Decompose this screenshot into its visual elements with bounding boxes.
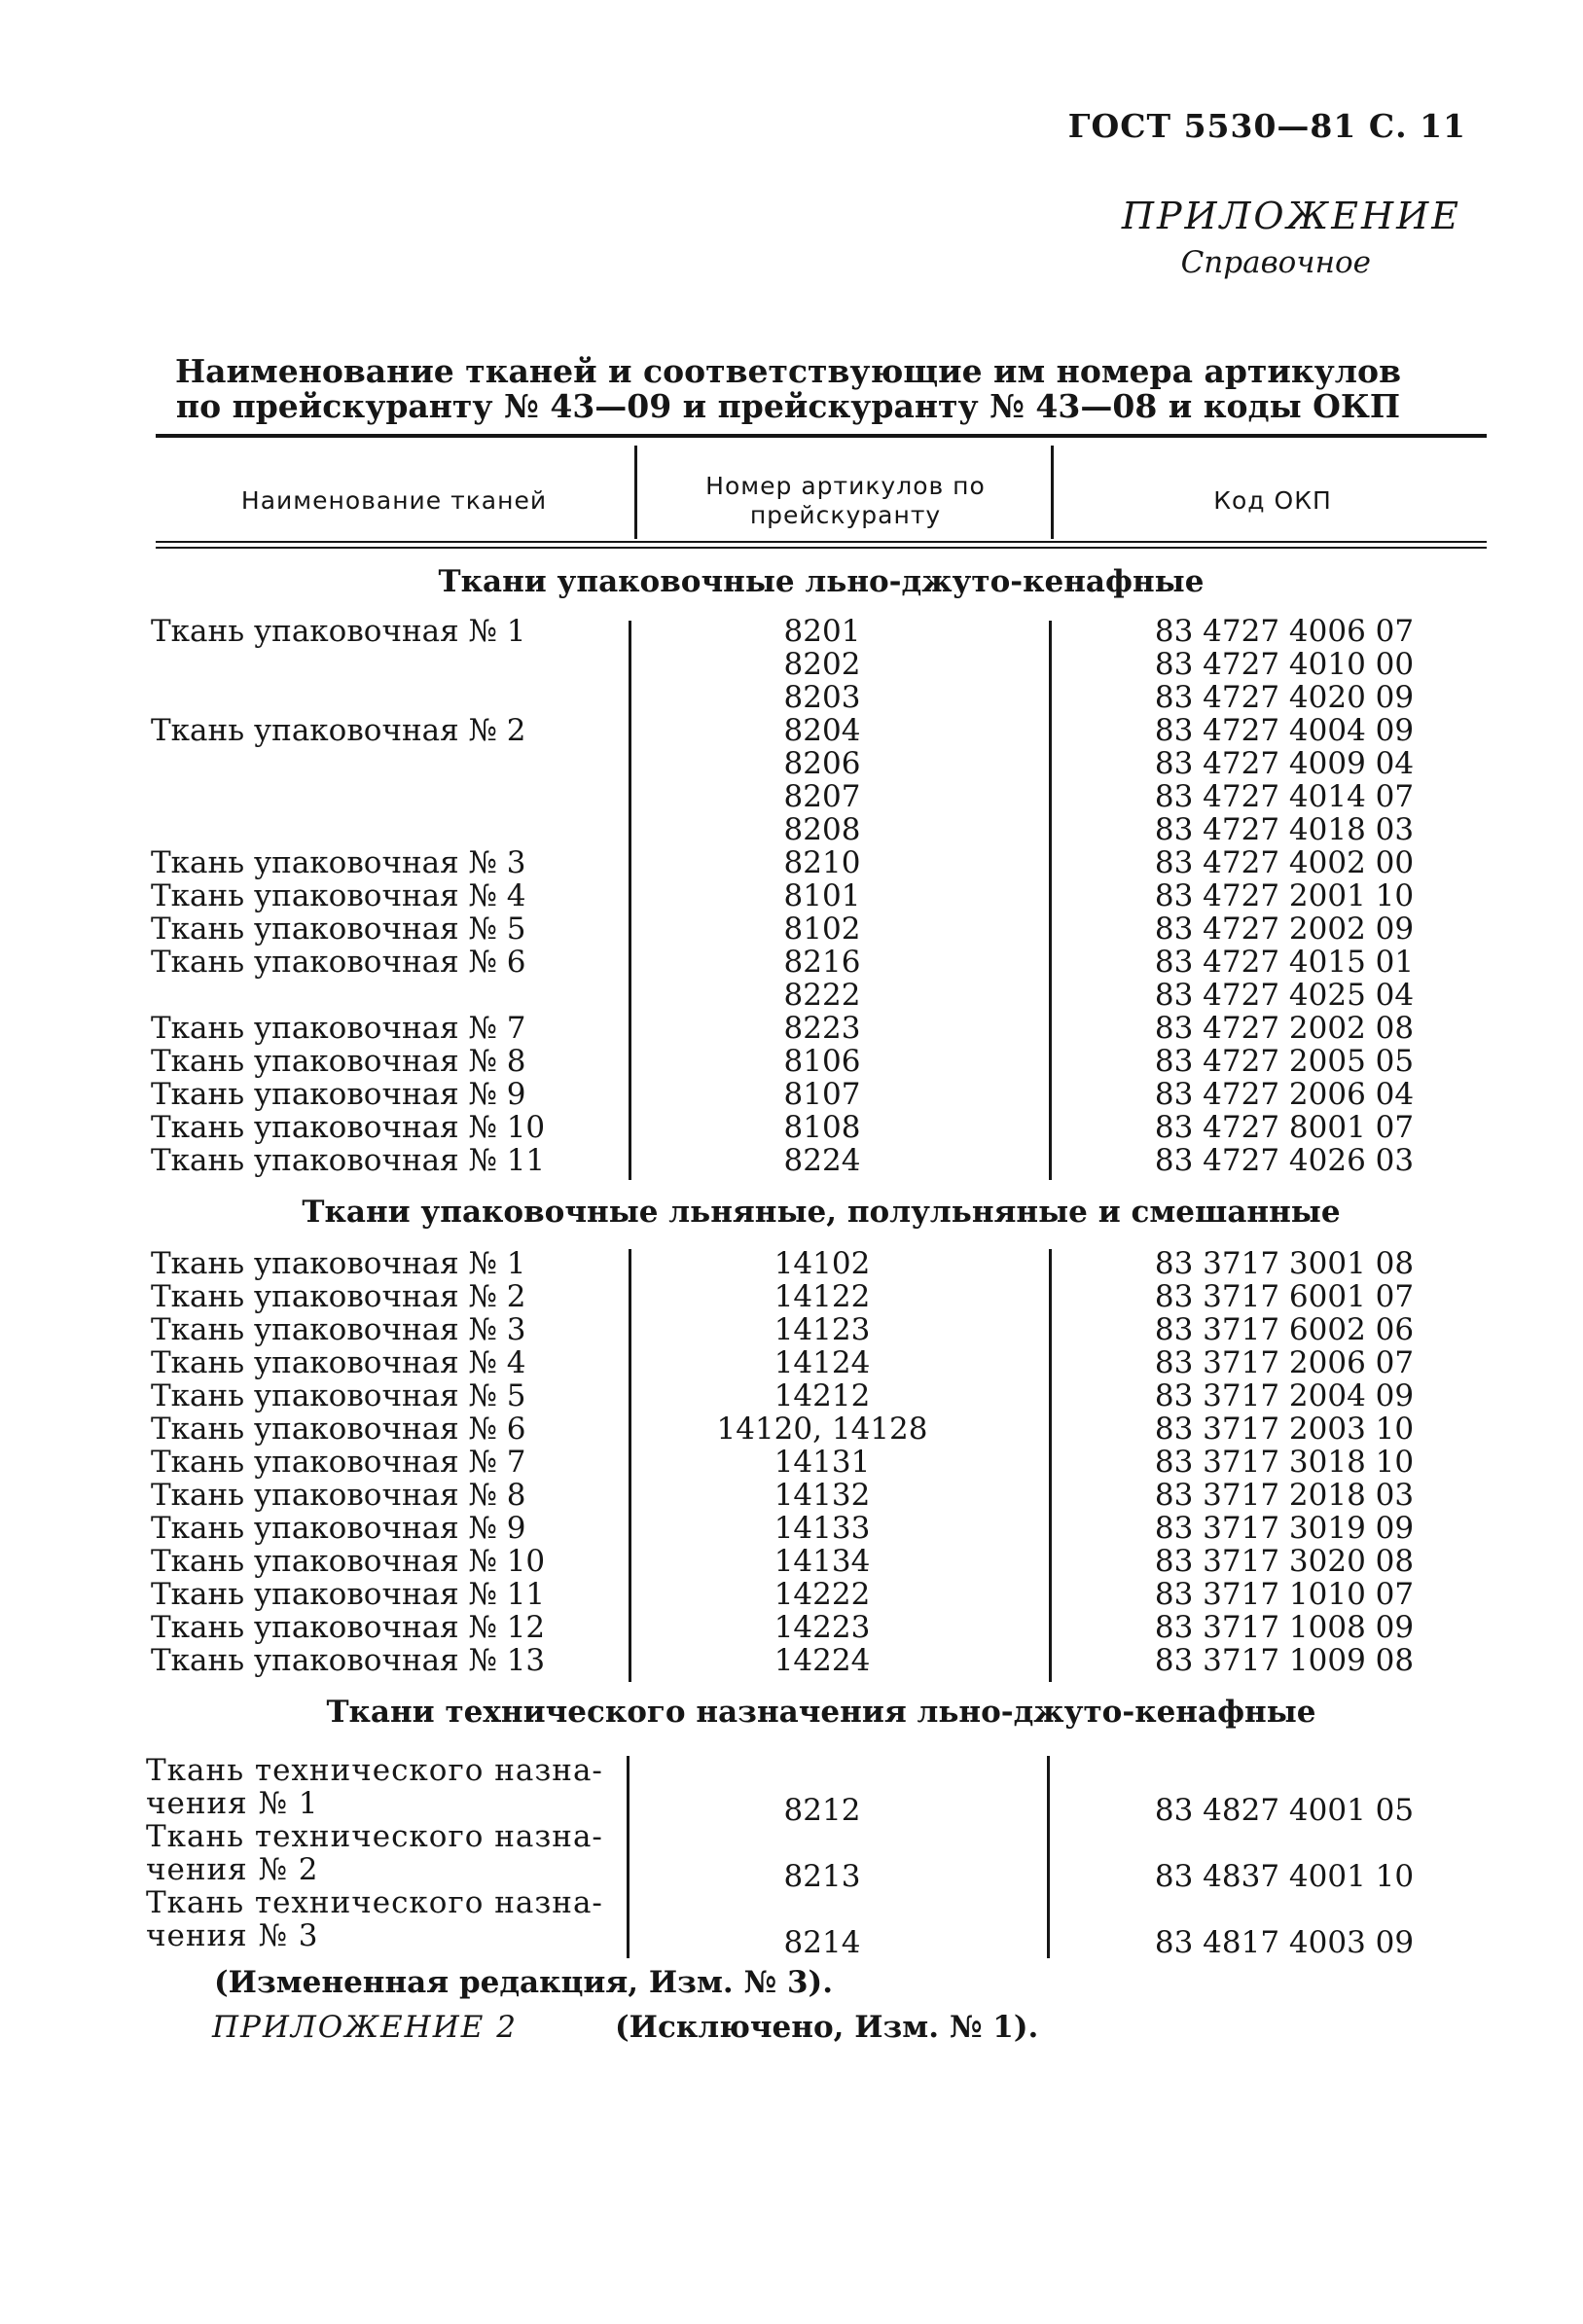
- table-row-name: Ткань упаковочная № 2: [151, 713, 526, 748]
- table-row-name-line-2: чения № 1: [146, 1786, 319, 1821]
- section-title-2: Ткани упаковочные льняные, полульняные и смешанные: [302, 1195, 1341, 1230]
- table-row-code: 83 3717 6001 07: [1154, 1279, 1415, 1314]
- section-1-divider-2: [1049, 621, 1052, 1180]
- table-row-code: 83 3717 2018 03: [1154, 1478, 1415, 1513]
- table-row-code: 83 3717 3019 09: [1154, 1511, 1415, 1546]
- table-row-code: 83 4727 2006 04: [1154, 1077, 1415, 1112]
- running-head: ГОСТ 5530—81 С. 11: [1067, 107, 1466, 145]
- table-row-name: Ткань упаковочная № 1: [151, 614, 526, 649]
- table-row-code: 83 3717 1008 09: [1154, 1610, 1415, 1645]
- table-row-article: 8223: [783, 1011, 861, 1046]
- table-row-article: 8210: [783, 845, 861, 880]
- table-row-article: 8213: [783, 1859, 861, 1894]
- table-row-article: 14222: [774, 1577, 871, 1612]
- table-row-name-line-2: чения № 2: [146, 1852, 319, 1887]
- table-row-article: 14102: [774, 1246, 871, 1281]
- table-row-code: 83 4727 4014 07: [1154, 779, 1415, 814]
- table-row-article: 8216: [783, 945, 861, 980]
- header-code: [1059, 455, 1487, 547]
- header-name-label: Наименование тканей: [240, 486, 548, 515]
- table-row-article: 14133: [774, 1511, 871, 1546]
- table-row-article: 8107: [783, 1077, 861, 1112]
- table-row-name: Ткань упаковочная № 6: [151, 1412, 526, 1447]
- table-row-article: 8204: [783, 713, 861, 748]
- table-row-article: 14122: [774, 1279, 871, 1314]
- table-row-name: Ткань упаковочная № 5: [151, 912, 526, 947]
- header-divider-2: [1051, 446, 1054, 539]
- header-article: [642, 455, 1049, 547]
- table-row-name-line-2: чения № 3: [146, 1918, 319, 1953]
- footer-appendix-2: ПРИЛОЖЕНИЕ 2: [212, 2010, 518, 2045]
- section-2-divider-1: [629, 1249, 631, 1682]
- table-row-name: Ткань упаковочная № 10: [151, 1110, 546, 1145]
- table-row-name: Ткань упаковочная № 11: [151, 1143, 546, 1178]
- table-row-name: Ткань упаковочная № 6: [151, 945, 526, 980]
- header-article-line-2: прейскуранту: [749, 501, 942, 529]
- table-row-article: 14131: [774, 1445, 871, 1480]
- table-row-article: 14124: [774, 1345, 871, 1380]
- table-row-code: 83 3717 2006 07: [1154, 1345, 1415, 1380]
- table-row-code: 83 4727 4004 09: [1154, 713, 1415, 748]
- table-row-code: 83 4727 2005 05: [1154, 1044, 1415, 1079]
- table-row-article: 8222: [783, 978, 861, 1013]
- table-row-article: 8208: [783, 812, 861, 847]
- header-bottom-rule-1: [156, 541, 1487, 543]
- table-row-code: 83 4727 2001 10: [1154, 878, 1415, 913]
- table-row-name: Ткань упаковочная № 1: [151, 1246, 526, 1281]
- table-row-code: 83 4727 4020 09: [1154, 680, 1415, 715]
- header-name: [156, 455, 632, 547]
- table-row-name: Ткань упаковочная № 9: [151, 1077, 526, 1112]
- table-row-article: 8106: [783, 1044, 861, 1079]
- table-row-article: 14120, 14128: [716, 1412, 928, 1447]
- table-row-article: 8202: [783, 647, 861, 682]
- table-row-code: 83 4727 2002 09: [1154, 912, 1415, 947]
- table-row-article: 8102: [783, 912, 861, 947]
- appendix-title: ПРИЛОЖЕНИЕ: [1121, 195, 1461, 237]
- table-title-line-2: по прейскуранту № 43—09 и прейскуранту № 43—08 и коды ОКП: [175, 387, 1401, 425]
- table-row-code: 83 4727 8001 07: [1154, 1110, 1415, 1145]
- table-row-name: Ткань упаковочная № 2: [151, 1279, 526, 1314]
- table-row-code: 83 4727 4002 00: [1154, 845, 1415, 880]
- table-row-name: Ткань упаковочная № 13: [151, 1643, 546, 1678]
- table-row-code: 83 3717 3001 08: [1154, 1246, 1415, 1281]
- table-row-code: 83 4727 4010 00: [1154, 647, 1415, 682]
- table-row-name: Ткань упаковочная № 7: [151, 1445, 526, 1480]
- table-row-code: 83 3717 2003 10: [1154, 1412, 1415, 1447]
- table-row-article: 14123: [774, 1312, 871, 1347]
- table-row-name: Ткань упаковочная № 3: [151, 845, 526, 880]
- table-row-code: 83 4727 4009 04: [1154, 746, 1415, 781]
- table-row-article: 8212: [783, 1793, 861, 1828]
- table-row-code: 83 4817 4003 09: [1154, 1925, 1415, 1960]
- table-row-name: Ткань упаковочная № 5: [151, 1378, 526, 1413]
- table-row-name: Ткань упаковочная № 8: [151, 1044, 526, 1079]
- table-row-article: 8201: [783, 614, 861, 649]
- table-row-name: Ткань упаковочная № 11: [151, 1577, 546, 1612]
- table-row-code: 83 3717 1009 08: [1154, 1643, 1415, 1678]
- table-row-article: 8214: [783, 1925, 861, 1960]
- table-row-article: 14224: [774, 1643, 871, 1678]
- table-top-rule: [156, 434, 1487, 438]
- table-row-name: Ткань упаковочная № 12: [151, 1610, 546, 1645]
- table-row-code: 83 3717 6002 06: [1154, 1312, 1415, 1347]
- table-row-code: 83 4727 4025 04: [1154, 978, 1415, 1013]
- table-row-name-line-1: Ткань технического назна-: [146, 1753, 603, 1788]
- table-row-name: Ткань упаковочная № 4: [151, 1345, 526, 1380]
- table-row-article: 8206: [783, 746, 861, 781]
- section-2-divider-2: [1049, 1249, 1052, 1682]
- table-row-name-line-1: Ткань технического назна-: [146, 1885, 603, 1920]
- table-row-name: Ткань упаковочная № 3: [151, 1312, 526, 1347]
- table-row-code: 83 4727 4006 07: [1154, 614, 1415, 649]
- header-divider-1: [634, 446, 637, 539]
- table-row-code: 83 4827 4001 05: [1154, 1793, 1415, 1828]
- header-article-line-1: Номер артикулов по: [705, 472, 986, 500]
- table-row-name: Ткань упаковочная № 9: [151, 1511, 526, 1546]
- section-1-divider-1: [629, 621, 631, 1180]
- appendix-subtitle: Справочное: [1180, 245, 1371, 280]
- table-row-article: 14223: [774, 1610, 871, 1645]
- table-row-name: Ткань упаковочная № 7: [151, 1011, 526, 1046]
- table-row-article: 8101: [783, 878, 861, 913]
- table-row-code: 83 4727 4018 03: [1154, 812, 1415, 847]
- table-row-article: 8203: [783, 680, 861, 715]
- table-title-line-1: Наименование тканей и соответствующие им номера артикулов: [174, 352, 1401, 390]
- table-row-code: 83 4727 4015 01: [1154, 945, 1415, 980]
- table-row-article: 8108: [783, 1110, 861, 1145]
- table-row-code: 83 3717 2004 09: [1154, 1378, 1415, 1413]
- table-row-code: 83 3717 1010 07: [1154, 1577, 1415, 1612]
- table-row-name: Ткань упаковочная № 4: [151, 878, 526, 913]
- table-row-code: 83 3717 3018 10: [1154, 1445, 1415, 1480]
- table-row-name: Ткань упаковочная № 8: [151, 1478, 526, 1513]
- table-row-code: 83 4837 4001 10: [1154, 1859, 1415, 1894]
- table-row-name: Ткань упаковочная № 10: [151, 1544, 546, 1579]
- section-title-3: Ткани технического назначения льно-джуто-кенафные: [326, 1695, 1316, 1730]
- footer-excluded-note: (Исключено, Изм. № 1).: [615, 2010, 1039, 2045]
- header-code-label: Код ОКП: [1213, 486, 1332, 515]
- table-row-article: 8224: [783, 1143, 861, 1178]
- header-bottom-rule-2: [156, 547, 1487, 549]
- table-row-article: 14134: [774, 1544, 871, 1579]
- section-3-divider-2: [1047, 1756, 1050, 1958]
- table-row-article: 14212: [774, 1378, 871, 1413]
- section-title-1: Ткани упаковочные льно-джуто-кенафные: [438, 564, 1205, 599]
- table-row-article: 14132: [774, 1478, 871, 1513]
- table-row-article: 8207: [783, 779, 861, 814]
- table-row-code: 83 4727 2002 08: [1154, 1011, 1415, 1046]
- table-row-code: 83 3717 3020 08: [1154, 1544, 1415, 1579]
- table-row-name-line-1: Ткань технического назна-: [146, 1819, 603, 1854]
- table-row-code: 83 4727 4026 03: [1154, 1143, 1415, 1178]
- footer-revision-note: (Измененная редакция, Изм. № 3).: [214, 1965, 833, 2000]
- section-3-divider-1: [627, 1756, 630, 1958]
